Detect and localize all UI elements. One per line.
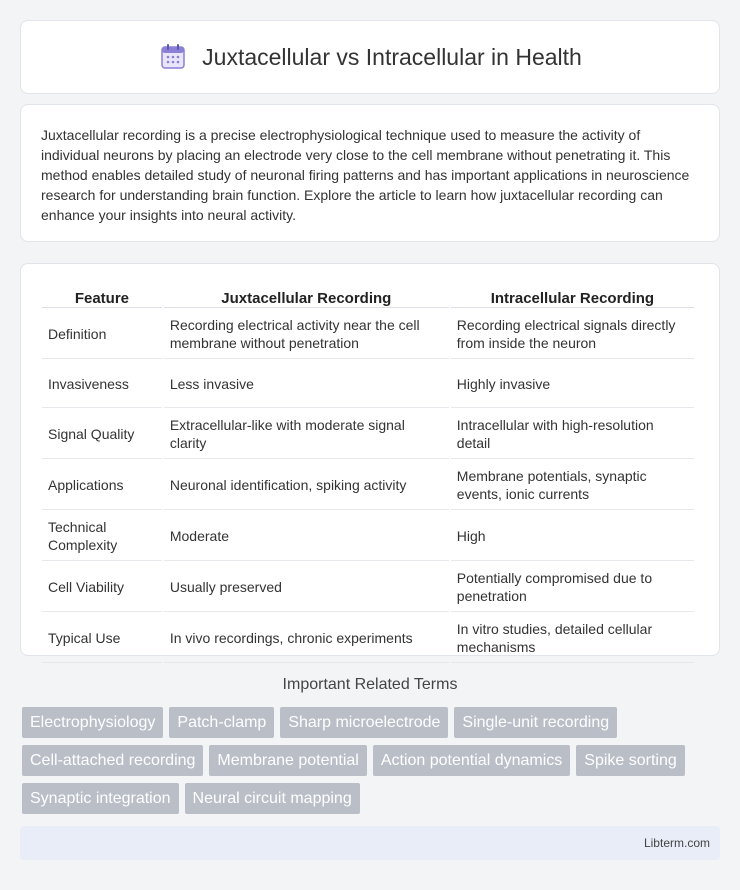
intro-card xyxy=(20,104,720,242)
comparison-card xyxy=(20,263,720,656)
feature-cell: Typical Use xyxy=(42,614,162,663)
juxtacellular-cell: Moderate xyxy=(164,512,449,561)
related-term-tag[interactable]: Membrane potential xyxy=(209,745,366,776)
related-terms-list xyxy=(22,707,722,814)
juxtacellular-cell: Extracellular-like with moderate signal clarity xyxy=(164,410,449,459)
feature-cell: Cell Viability xyxy=(42,563,162,612)
related-term-tag[interactable]: Synaptic integration xyxy=(22,783,179,814)
intracellular-cell: High xyxy=(451,512,694,561)
juxtacellular-cell: Usually preserved xyxy=(164,563,449,612)
header-intracellular: Intracellular Recording xyxy=(451,286,694,308)
juxtacellular-cell: Recording electrical activity near the cell membrane without penetration xyxy=(164,310,449,359)
calendar-icon xyxy=(158,42,188,72)
related-term-tag[interactable]: Sharp microelectrode xyxy=(280,707,448,738)
feature-cell: Signal Quality xyxy=(42,410,162,459)
intracellular-cell: Membrane potentials, synaptic events, ionic currents xyxy=(451,461,694,510)
intracellular-cell: In vitro studies, detailed cellular mechanisms xyxy=(451,614,694,663)
intracellular-cell: Intracellular with high-resolution detail xyxy=(451,410,694,459)
related-term-tag[interactable]: Neural circuit mapping xyxy=(185,783,360,814)
table-row xyxy=(42,310,694,359)
related-term-tag[interactable]: Single-unit recording xyxy=(454,707,617,738)
related-term-tag[interactable]: Patch-clamp xyxy=(169,707,274,738)
feature-cell: Applications xyxy=(42,461,162,510)
footer xyxy=(20,826,720,860)
title-card xyxy=(20,20,720,94)
footer-brand-link[interactable]: Libterm.com xyxy=(643,836,710,850)
juxtacellular-cell: In vivo recordings, chronic experiments xyxy=(164,614,449,663)
feature-cell: Definition xyxy=(42,310,162,359)
comparison-table xyxy=(40,284,696,665)
related-term-tag[interactable]: Cell-attached recording xyxy=(22,745,203,776)
related-terms-heading: Important Related Terms xyxy=(282,676,458,693)
table-row xyxy=(42,563,694,612)
intracellular-cell: Potentially compromised due to penetration xyxy=(451,563,694,612)
table-row xyxy=(42,512,694,561)
related-term-tag[interactable]: Spike sorting xyxy=(576,745,685,776)
header-feature: Feature xyxy=(42,286,162,308)
related-term-tag[interactable]: Action potential dynamics xyxy=(373,745,570,776)
intracellular-cell: Recording electrical signals directly from inside the neuron xyxy=(451,310,694,359)
intro-paragraph: Juxtacellular recording is a precise electrophysiological technique used to measure the activity of individual neurons by placing an electrode very close to the cell membrane without penetrating it. This method enables detailed study of neuronal firing patterns and has important applications in neuroscience research for understanding brain function. Explore the article to learn how juxtacellular recording can enhance your insights into neural activity. xyxy=(41,127,690,223)
table-header-row xyxy=(42,286,694,308)
feature-cell: Technical Complexity xyxy=(42,512,162,561)
related-term-tag[interactable]: Electrophysiology xyxy=(22,707,163,738)
feature-cell: Invasiveness xyxy=(42,361,162,408)
juxtacellular-cell: Neuronal identification, spiking activity xyxy=(164,461,449,510)
table-row xyxy=(42,461,694,510)
table-row xyxy=(42,614,694,663)
intracellular-cell: Highly invasive xyxy=(451,361,694,408)
table-row xyxy=(42,410,694,459)
juxtacellular-cell: Less invasive xyxy=(164,361,449,408)
page-title: Juxtacellular vs Intracellular in Health xyxy=(202,43,582,70)
header-juxtacellular: Juxtacellular Recording xyxy=(164,286,449,308)
table-row xyxy=(42,361,694,408)
